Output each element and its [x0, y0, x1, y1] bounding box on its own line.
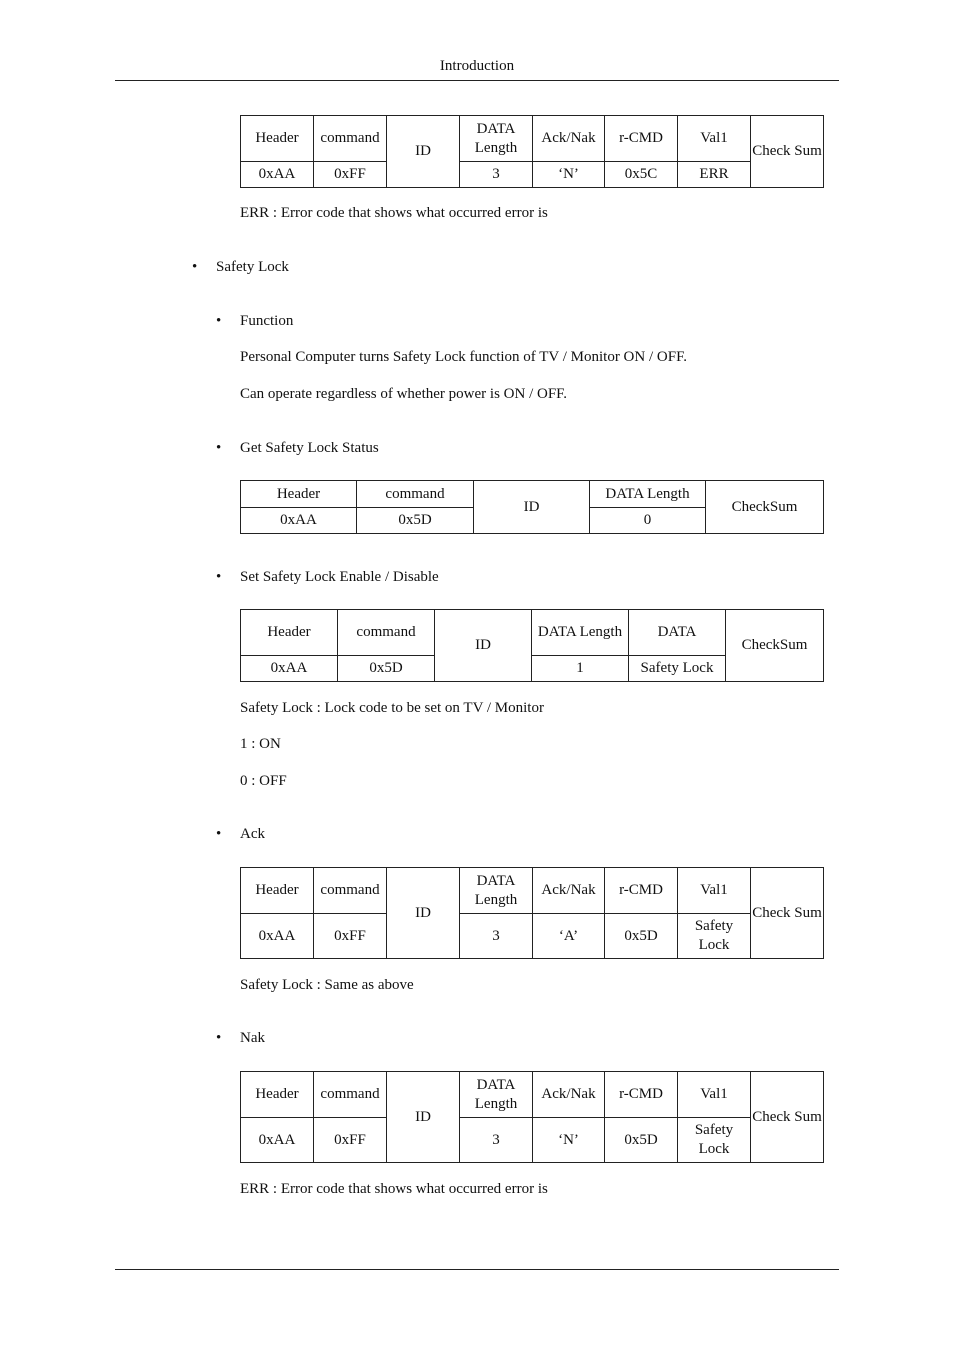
bullet-get-status	[216, 440, 379, 457]
nak-table	[240, 1071, 824, 1163]
table-value-cell: 3	[460, 1118, 533, 1163]
table-header-cell: Header	[241, 610, 338, 656]
bullet-label: Ack	[240, 826, 265, 842]
table-header-cell: Val1	[678, 116, 751, 162]
table-header-cell: DATA Length	[460, 1072, 533, 1118]
safety-lock-off-note: 0 : OFF	[240, 773, 287, 789]
table-value-cell: 0x5D	[357, 508, 474, 534]
table-header-cell: command	[314, 868, 387, 914]
bullet-dot: •	[216, 826, 222, 842]
table-header-cell: Ack/Nak	[533, 1072, 605, 1118]
bullet-safety-lock	[192, 259, 289, 276]
table-value-cell: 0x5D	[338, 656, 435, 682]
function-text-line: Personal Computer turns Safety Lock function of TV / Monitor ON / OFF.	[240, 349, 687, 365]
bullet-dot: •	[216, 313, 222, 329]
table-header-cell: DATA Length	[590, 481, 706, 508]
bullet-label: Safety Lock	[216, 259, 289, 275]
table-header-cell: Val1	[678, 1072, 751, 1118]
table-value-cell: 3	[460, 914, 533, 959]
table-header-cell: Check Sum	[751, 116, 824, 188]
bullet-function	[216, 313, 293, 330]
table-header-cell: ID	[387, 1072, 460, 1163]
ack-table	[240, 867, 824, 959]
table-header-cell: r-CMD	[605, 116, 678, 162]
bullet-dot: •	[216, 1030, 222, 1046]
bullet-nak	[216, 1030, 265, 1047]
bullet-dot: •	[216, 440, 222, 456]
table-value-cell: 0xAA	[241, 914, 314, 959]
table-value-cell: Safety Lock	[678, 1118, 751, 1163]
table-value-cell: 0xAA	[241, 162, 314, 188]
table-header-cell: Check Sum	[751, 1072, 824, 1163]
set-enable-table	[240, 609, 824, 682]
table-value-cell: Safety Lock	[678, 914, 751, 959]
header-divider	[115, 80, 839, 81]
table-header-cell: Ack/Nak	[533, 116, 605, 162]
safety-lock-note: Safety Lock : Lock code to be set on TV / Monitor	[240, 700, 544, 716]
table-value-cell: 0xFF	[314, 914, 387, 959]
table-header-cell: CheckSum	[706, 481, 824, 534]
table-value-cell: 0xAA	[241, 1118, 314, 1163]
table-header-cell: DATA Length	[460, 868, 533, 914]
nak-note: ERR : Error code that shows what occurred error is	[240, 1181, 548, 1197]
table-value-cell: 0xFF	[314, 162, 387, 188]
table-value-cell: 0xAA	[241, 508, 357, 534]
table-value-cell: 0x5D	[605, 914, 678, 959]
table-value-cell: 0x5C	[605, 162, 678, 188]
table-header-cell: ID	[387, 868, 460, 959]
footer-divider	[115, 1269, 839, 1270]
bullet-label: Set Safety Lock Enable / Disable	[240, 569, 439, 585]
table-header-cell: Val1	[678, 868, 751, 914]
table-value-cell: 0xAA	[241, 656, 338, 682]
table-header-cell: ID	[387, 116, 460, 188]
bullet-label: Function	[240, 313, 294, 329]
table-value-cell: ‘N’	[533, 162, 605, 188]
table-header-cell: DATA Length	[532, 610, 629, 656]
table-value-cell: Safety Lock	[629, 656, 726, 682]
table-header-cell: DATA	[629, 610, 726, 656]
nak-error-table	[240, 115, 824, 188]
table-header-cell: command	[357, 481, 474, 508]
table-header-cell: ID	[474, 481, 590, 534]
page-header-title: Introduction	[439, 58, 515, 74]
bullet-label: Get Safety Lock Status	[240, 440, 379, 456]
table-header-cell: r-CMD	[605, 868, 678, 914]
table-header-cell: Header	[241, 481, 357, 508]
bullet-dot: •	[192, 259, 198, 275]
table-value-cell: 3	[460, 162, 533, 188]
table-header-cell: Header	[241, 868, 314, 914]
safety-lock-on-note: 1 : ON	[240, 736, 281, 752]
table-value-cell: 1	[532, 656, 629, 682]
table-header-cell: command	[338, 610, 435, 656]
table-header-cell: command	[314, 1072, 387, 1118]
table-value-cell: 0xFF	[314, 1118, 387, 1163]
get-status-table	[240, 480, 824, 534]
table-header-cell: DATA Length	[460, 116, 533, 162]
table-value-cell: 0x5D	[605, 1118, 678, 1163]
table-header-cell: CheckSum	[726, 610, 824, 682]
table-header-cell: Header	[241, 1072, 314, 1118]
table-header-cell: Ack/Nak	[533, 868, 605, 914]
ack-note: Safety Lock : Same as above	[240, 977, 414, 993]
table-header-cell: r-CMD	[605, 1072, 678, 1118]
table-header-cell: Check Sum	[751, 868, 824, 959]
table-value-cell: ERR	[678, 162, 751, 188]
table-header-cell: ID	[435, 610, 532, 682]
function-text-line: Can operate regardless of whether power is ON / OFF.	[240, 386, 568, 402]
bullet-set-enable	[216, 569, 439, 586]
table-value-cell: ‘A’	[533, 914, 605, 959]
err-note: ERR : Error code that shows what occurred error is	[240, 205, 548, 221]
table-header-cell: Header	[241, 116, 314, 162]
bullet-label: Nak	[240, 1030, 265, 1046]
bullet-ack	[216, 826, 265, 843]
table-value-cell: ‘N’	[533, 1118, 605, 1163]
table-header-cell: command	[314, 116, 387, 162]
table-value-cell: 0	[590, 508, 706, 534]
bullet-dot: •	[216, 569, 222, 585]
